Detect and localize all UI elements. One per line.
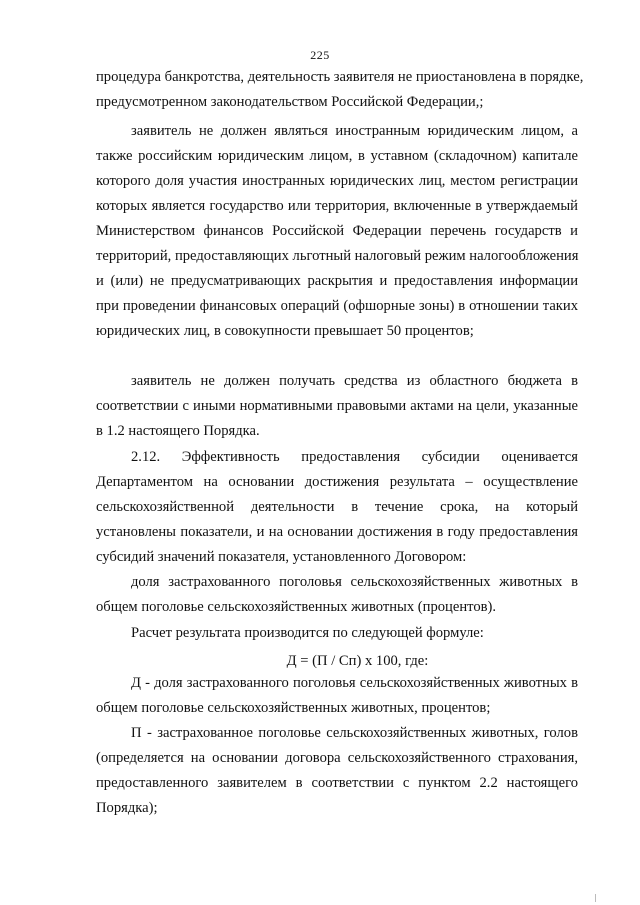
scan-artifact: [595, 894, 596, 902]
text-line: соответствии с иными нормативными правовыми актами на цели, указанные: [96, 398, 578, 414]
text-line: Департаментом на основании достижения результата – осуществление: [96, 474, 578, 490]
text-line: общем поголовье сельскохозяйственных животных, процентов;: [96, 700, 491, 716]
text-line: юридических лиц, в совокупности превышает 50 процентов;: [96, 323, 474, 339]
text-line: Министерством финансов Российской Федерации перечень государств и: [96, 223, 578, 239]
text-line: доля застрахованного поголовья сельскохозяйственных животных в: [131, 574, 578, 590]
text-line: (определяется на основании договора сельскохозяйственного страхования,: [96, 750, 578, 766]
text-line: которого доля участия иностранных юридических лиц, местом регистрации: [96, 173, 578, 189]
text-line: общем поголовье сельскохозяйственных животных (процентов).: [96, 599, 497, 615]
text-line: которых является государство или территория, включенные в утверждаемый: [96, 198, 578, 214]
text-line: предусмотренном законодательством Российской Федерации,;: [96, 94, 484, 110]
text-line: процедура банкротства, деятельность заявителя не приостановлена в порядке,: [96, 69, 584, 85]
text-line: Расчет результата производится по следующей формуле:: [131, 625, 484, 641]
text-line: сельскохозяйственной деятельности в течение срока, на который: [96, 499, 578, 515]
text-line: при проведении финансовых операций (офшорные зоны) в отношении таких: [96, 298, 578, 314]
text-line: заявитель не должен получать средства из областного бюджета в: [131, 373, 578, 389]
text-line: в 1.2 настоящего Порядка.: [96, 423, 260, 439]
text-line: и (или) не предусматривающих раскрытия и предоставления информации: [96, 273, 578, 289]
text-line: субсидий значений показателя, установленного Договором:: [96, 549, 467, 565]
page-number: 225: [310, 48, 330, 62]
text-line: предоставленного заявителем в соответствии с пунктом 2.2 настоящего: [96, 775, 578, 791]
text-line: 2.12. Эффективность предоставления субсидии оценивается: [131, 449, 578, 465]
text-line: также российским юридическим лицом, в уставном (складочном) капитале: [96, 148, 578, 164]
text-line: Порядка);: [96, 800, 158, 816]
text-line: Д - доля застрахованного поголовья сельскохозяйственных животных в: [131, 675, 578, 691]
text-line: установлены показатели, и на основании достижения в году предоставления: [96, 524, 578, 540]
text-line: заявитель не должен являться иностранным юридическим лицом, а: [131, 123, 578, 139]
formula: Д = (П / Сп) х 100, где:: [286, 653, 429, 669]
text-line: П - застрахованное поголовье сельскохозяйственных животных, голов: [131, 725, 578, 741]
text-line: территорий, предоставляющих льготный налоговый режим налогообложения: [96, 248, 579, 264]
